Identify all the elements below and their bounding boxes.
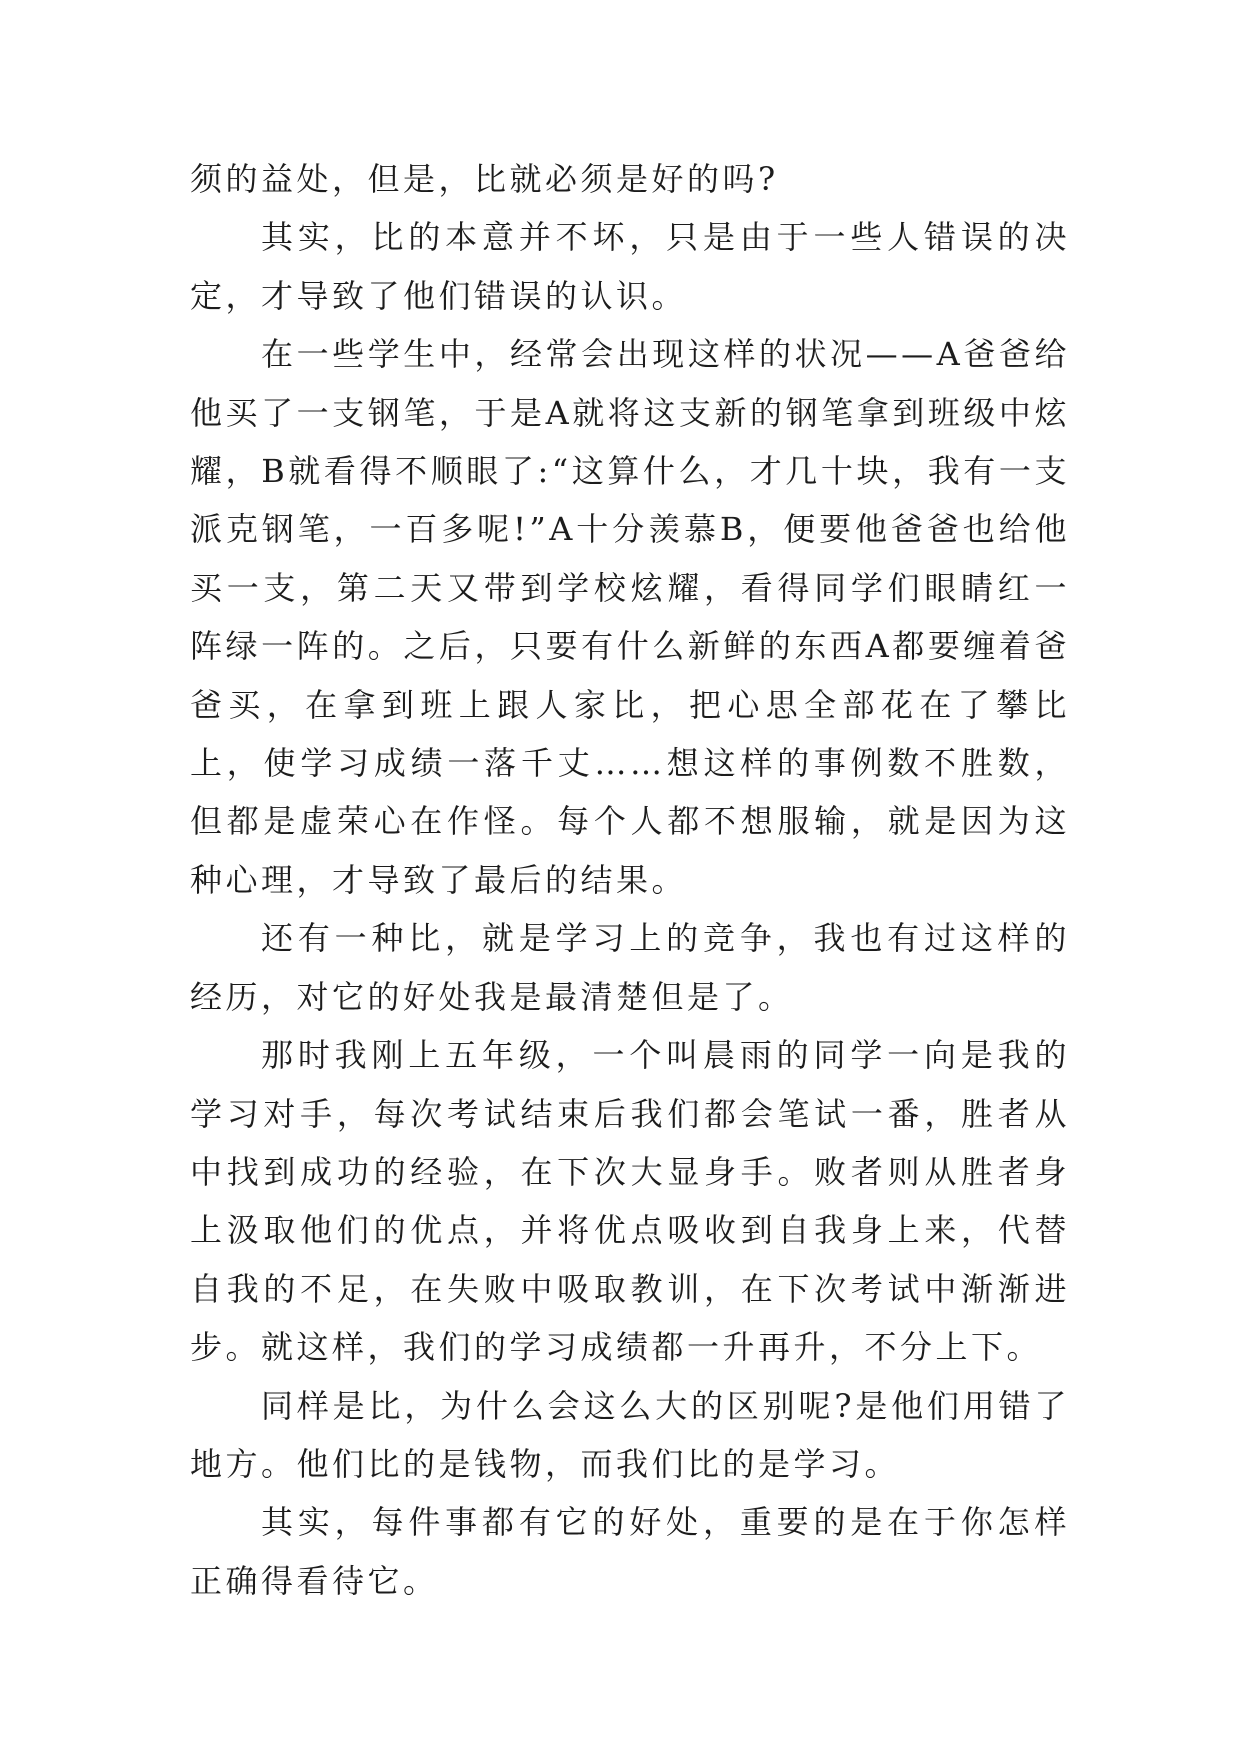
paragraph: 同样是比，为什么会这么大的区别呢?是他们用错了地方。他们比的是钱物，而我们比的是学习。 (190, 1386, 1070, 1483)
paragraph: 在一些学生中，经常会出现这样的状况——A爸爸给他买了一支钢笔，于是A就将这支新的钢笔拿到班级中炫耀，B就看得不顺眼了:“这算什么，才几十块，我有一支派克钢笔，一百多呢!”A十分羡慕B，便要他爸爸也给他买一支，第二天又带到学校炫耀，看得同学们眼睛红一阵绿一阵的。之后，只要有什么新鲜的东西A都要缠着爸爸买，在拿到班上跟人家比，把心思全部花在了攀比上，使学习成绩一落千丈……想这样的事例数不胜数，但都是虚荣心在作怪。每个人都不想服输，就是因为这种心理，才导致了最后的结果。 (190, 335, 1070, 899)
paragraph: 还有一种比，就是学习上的竞争，我也有过这样的经历，对它的好处我是最清楚但是了。 (190, 919, 1070, 1016)
paragraph-continued: 须的益处，但是，比就必须是好的吗? (190, 160, 779, 198)
paragraph: 其实，比的本意并不坏，只是由于一些人错误的决定，才导致了他们错误的认识。 (190, 218, 1070, 315)
paragraph: 其实，每件事都有它的好处，重要的是在于你怎样正确得看待它。 (190, 1503, 1070, 1600)
paragraph: 那时我刚上五年级，一个叫晨雨的同学一向是我的学习对手，每次考试结束后我们都会笔试一番，胜者从中找到成功的经验，在下次大显身手。败者则从胜者身上汲取他们的优点，并将优点吸收到自我身上来，代替自我的不足，在失败中吸取教训，在下次考试中渐渐进步。就这样，我们的学习成绩都一升再升，不分上下。 (190, 1036, 1070, 1367)
essay-body (190, 150, 1070, 1610)
